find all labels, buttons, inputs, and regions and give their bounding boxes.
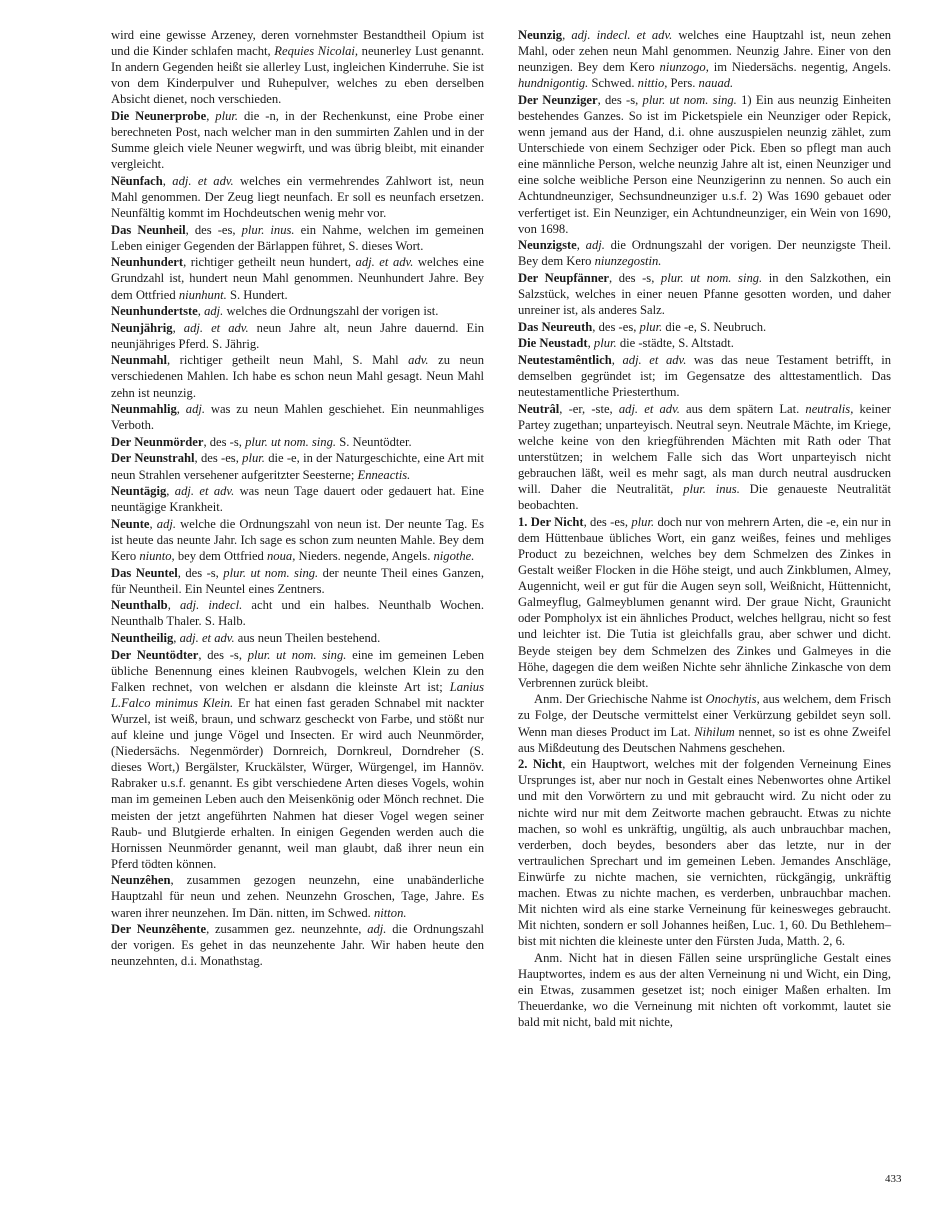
italic-term: adj. bbox=[185, 402, 206, 417]
entry-text: , zusammen gezogen neunzehn, eine unabänderliche Hauptzahl für neun und zehen. Neunzehn Groschen, Tage, Jahre. Es waren ihrer neunzehen. Im Dän. nitten, im Schwed. bbox=[111, 873, 484, 920]
italic-term: Nihilum bbox=[694, 724, 735, 739]
dictionary-entry bbox=[111, 450, 484, 482]
dictionary-entry bbox=[111, 565, 484, 597]
headword: Neutestamêntlich bbox=[518, 352, 612, 367]
entry-text: , des -s, bbox=[198, 647, 248, 662]
dictionary-entry bbox=[518, 270, 891, 318]
italic-term: adj. indecl. bbox=[180, 598, 243, 613]
right-column bbox=[518, 27, 891, 1031]
entry-text: , bbox=[206, 108, 216, 123]
entry-text: Er hat einen fast geraden Schnabel mit nackter Wurzel, ist weiß, braun, und schwarz gescheckt von Farbe, und stößt nur auf kleine und junge Vögel und Insecten. Er wird auch Neunmörder, (Niedersächs. Negenmörder) Dornreich, Dornkreul, Dorndreher (S. dieses Wort,) Bergälster, Kruckälster, Würger, Würgengel, im Hannöv. Rabraker u.s.f. genannt. Es gibt verschiedene Arten dieses Vogels, wohin man im gemeinen Leben auch den Meisenkönig oder Mönch rechnet. Die meisten der jetzt angeführten Nahmen hat dieser Vogel wegen seiner Raub- und Blutgierde erhalten. In einigen Gegenden werden auch die Hornissen Neunmörder genannt, weil man glaubt, daß ihrer neun ein Pferd tödten können. bbox=[111, 695, 484, 871]
entry-text: Nieders. negende, Angels. bbox=[295, 549, 434, 563]
italic-term: plur. ut nom. sing. bbox=[247, 647, 347, 662]
headword: Die Neunerprobe bbox=[111, 108, 207, 123]
headword: Das Neureuth bbox=[518, 319, 593, 334]
entry-text: Die genaueste Neutralität beobachten. bbox=[518, 482, 891, 513]
headword: Nëunfach bbox=[111, 173, 163, 188]
entry-text: welches eine Grundzahl ist, hundert neun Mahl genommen. Neunhundert Jahre. Bey dem Ottfried bbox=[111, 255, 484, 302]
dictionary-entry bbox=[111, 352, 484, 400]
headword: Neunjährig bbox=[111, 320, 173, 335]
dictionary-entry bbox=[518, 352, 891, 400]
headword: 1. Der Nicht bbox=[518, 514, 584, 529]
italic-term: adj. bbox=[204, 304, 224, 319]
italic-term: nitton. bbox=[373, 905, 407, 920]
headword: Neunzêhen bbox=[111, 873, 171, 888]
headword: Der Neuntödter bbox=[111, 647, 199, 662]
headword: Neunthalb bbox=[111, 598, 168, 613]
entry-text: , des -s, bbox=[177, 565, 224, 580]
entry-text: eine im gemeinen Leben übliche Benennung eines kleinen Raubvogels, welchen Klein zu den Falken rechnet, von welchen er alsdann die kleinste Art ist; bbox=[111, 647, 484, 694]
dictionary-entry bbox=[111, 108, 484, 172]
dictionary-entry bbox=[111, 401, 484, 433]
dictionary-entry bbox=[518, 401, 891, 514]
italic-term: nauad. bbox=[698, 76, 734, 91]
dictionary-entry bbox=[111, 173, 484, 221]
entry-text: die -städte, S. Altstadt. bbox=[616, 336, 734, 351]
italic-term: adj. bbox=[156, 516, 177, 531]
entry-text: , ein Hauptwort, welches mit der folgenden Verneinung Eines Ursprunges ist, aber nur noch in Gestalt eines Nebenwortes ohne Artikel und mit den Vorwörtern zu und mit gebraucht wird. Zu nicht oder zu nichte wird nur mit dem Zeitworte machen gebraucht. Etwas zu nichte machen, so wohl es unkräftig, ungültig, als auch unbrauchbar machen, verderben, doch beydes, besonders aber das letzte, nur in der vertraulichen Sprechart und im gemeinen Leben. Jemandes Anschläge, Einwürfe zu nichte machen, sie vernichten, rückgängig, unkräftig machen. Etwas zu nichte machen, es verderben, unbrauchbar machen. Mit nichten wird als eine starke Verneinung für keinesweges gebraucht. Mit nichten, sondern er soll Johannes heißen, Luc. 1, 60. Du Bethlehem– bist mit nichten die kleineste unter den Fürsten Juda, Matth. 2, 6. bbox=[518, 757, 891, 949]
entry-text: , des -es, bbox=[185, 222, 242, 237]
italic-term: plur. ut nom. sing. bbox=[660, 270, 763, 285]
italic-term: niunzegostin. bbox=[594, 254, 662, 269]
entry-text: der neunte Theil eines Ganzen, für Neuntheil. Ein Neuntel eines Zentners. bbox=[111, 565, 484, 596]
dictionary-entry bbox=[111, 254, 484, 302]
dictionary-entry bbox=[111, 483, 484, 515]
annotation-paragraph bbox=[518, 950, 891, 1030]
italic-term: adj. et adv. bbox=[179, 630, 235, 645]
entry-text: , -er, -ste, bbox=[559, 401, 619, 416]
italic-term: adj. bbox=[585, 238, 605, 253]
italic-term: plur. ut nom. sing. bbox=[245, 434, 337, 449]
entry-text: welches die Ordnungszahl der vorigen ist. bbox=[223, 304, 439, 319]
entry-text: was zu neun Mahlen geschiehet. Ein neunmahliges Verboth. bbox=[111, 402, 484, 433]
entry-text: S. Neuntödter. bbox=[336, 434, 412, 449]
entry-text: die -e, in der Naturgeschichte, eine Art mit neun Strahlen versehener aufgeritzter Seesterne; bbox=[111, 451, 484, 482]
italic-term: neutralis, bbox=[805, 401, 854, 416]
italic-term: plur. bbox=[593, 336, 617, 351]
headword: Das Neunheil bbox=[111, 222, 186, 237]
entry-text: was neun Tage dauert oder gedauert hat. Eine neuntägige Krankheit. bbox=[111, 484, 485, 515]
italic-term: Onochytis, bbox=[705, 692, 760, 707]
entry-text: bey dem Ottfried bbox=[174, 549, 267, 563]
headword: Der Neunzêhente bbox=[111, 922, 207, 937]
headword: Neunzig bbox=[518, 28, 563, 42]
dictionary-entry bbox=[111, 516, 484, 564]
headword: Neunmahlig bbox=[111, 402, 177, 417]
entry-text: , bbox=[176, 402, 186, 417]
entry-text: zu neun verschiedenen Mahlen. Ich habe es schon neun Mahl gesagt. Neun Mahl zehn ist neunzig. bbox=[111, 353, 484, 400]
italic-term: plur. bbox=[631, 514, 655, 529]
dictionary-entry bbox=[518, 92, 891, 237]
dictionary-entry bbox=[111, 647, 484, 872]
entry-text: im Niedersächs. negentig, Angels. bbox=[708, 60, 891, 75]
entry-text: was das neue Testament betrifft, in demselben gegründet ist; im Gegensatze des alttestamentlich. Das neutestamentliche Priesterthum. bbox=[518, 352, 891, 400]
entry-text: die Ordnungszahl der vorigen. Es gehet in das neunzehente Jahr. Wir haben heute den neunzehnten, d.i. Monathstag. bbox=[111, 922, 484, 969]
entry-text: , bbox=[172, 320, 184, 335]
italic-term: nigothe. bbox=[433, 549, 475, 563]
dictionary-entry bbox=[111, 27, 484, 107]
italic-term: Enneactis. bbox=[357, 467, 411, 482]
dictionary-entry bbox=[518, 27, 891, 91]
entry-text: neunerley Lust genannt. In andern Gegenden heißt sie allerley Lust, ingleichen Kinderruhe. Sie ist von dem Kinderpulver und Ruhepulver, welches zu eben derselben Absicht dienet, noch verschieden. bbox=[111, 44, 484, 107]
entry-text: , des -es, bbox=[194, 451, 243, 466]
entry-text: , des -s, bbox=[597, 92, 643, 107]
entry-text: , zusammen gez. neunzehnte, bbox=[206, 922, 368, 937]
entry-text: die Ordnungszahl der vorigen. Der neunzigste Theil. Bey dem Kero bbox=[518, 238, 891, 269]
entry-text: wird eine gewisse Arzeney, deren vornehmster Bestandtheil Opium ist und die Kinder schlafen macht, bbox=[111, 28, 484, 59]
italic-term: niunhunt. bbox=[178, 287, 227, 302]
italic-term: plur. bbox=[215, 108, 239, 123]
entry-text: Anm. Der Griechische Nahme ist bbox=[534, 692, 706, 707]
italic-term: adj. indecl. et adv. bbox=[571, 28, 673, 42]
dictionary-entry bbox=[111, 872, 484, 920]
italic-term: hundnigontig. bbox=[518, 76, 589, 91]
entry-text: , richtiger getheilt neun Mahl, S. Mahl bbox=[166, 353, 409, 368]
left-column bbox=[111, 27, 484, 970]
entry-text: welches eine Hauptzahl ist, neun zehen Mahl, oder zehen neun Mahl genommen. Neunzig Jahre. Einer von den neunzigen. Bey dem Kero bbox=[518, 28, 892, 75]
entry-text: die -e, S. Neubruch. bbox=[662, 319, 767, 334]
headword: Neuntägig bbox=[111, 484, 167, 499]
entry-text: , richtiger getheilt neun hundert, bbox=[183, 255, 356, 270]
entry-text: Pers. bbox=[667, 76, 699, 91]
dictionary-entry bbox=[111, 921, 484, 969]
headword: Der Neunmörder bbox=[111, 434, 204, 449]
headword: Der Neunziger bbox=[518, 92, 598, 107]
headword: Der Neunstrahl bbox=[111, 451, 195, 466]
entry-text: ein Nahme, welchen im gemeinen Leben einiger Gegenden der Bärlappen führet, S. dieses Wort. bbox=[111, 222, 484, 253]
entry-text: , bbox=[576, 238, 586, 253]
headword: Neunhundert bbox=[111, 255, 184, 270]
headword: Neunmahl bbox=[111, 353, 167, 368]
entry-text: nennet, so ist es ohne Zweifel aus Mißdeutung des Deutschen Nahmens geschehen. bbox=[518, 724, 891, 755]
entry-text: , des -es, bbox=[583, 514, 632, 529]
entry-text: Anm. Nicht hat in diesen Fällen seine ursprüngliche Gestalt eines Hauptwortes, indem es aus der alten Verneinung ni und Wicht, ein Ding, ein Etwas, zusammen gesetzet ist; noch einiger Maßen erhalten. Im Theuerdanke, wo die Verneinung mit nichten oft vorkommt, lautet sie bald mit nicht, bald mit nichte, bbox=[518, 950, 891, 1030]
entry-text: Schwed. bbox=[588, 76, 638, 91]
italic-term: adj. et adv. bbox=[174, 484, 235, 499]
headword: Neunzigste bbox=[518, 238, 577, 253]
italic-term: adj. et adv. bbox=[355, 255, 414, 270]
entry-text: 1) Ein aus neunzig Einheiten bestehendes Ganzes. So ist im Picketspiele ein Neunziger oder Repick, wenn jemand aus der Hand, d.i. ohne auszuspielen neunzig zählet, zum Unterschiede von einem Sechziger oder Pick. Eben so pflegt man auch eine männliche Person, welche neunzig Jahre alt ist, einen Neunziger und eine solche weibliche Person eine Neunzigerinn zu nennen. So auch ein Achtundneunziger, Sechsundneunziger u.s.f. 2) Was 1690 gebauet oder verfertiget ist. Ein Neunziger, ein Achtundneunziger, ein Wein von 1690, von 1698. bbox=[518, 92, 891, 236]
headword: Neuntheilig bbox=[111, 630, 174, 645]
italic-term: adj. bbox=[367, 922, 387, 937]
entry-text: in den Salzkothen, ein Salzstück, welches in einer neuen Pfanne gesotten worden, und daher unreiner ist, als anderes Salz. bbox=[518, 270, 891, 318]
entry-text: , bbox=[611, 352, 623, 367]
entry-text: doch nur von mehrern Arten, die -e, ein nur in dem Hüttenbaue übliches Wort, ein ganz weißes, feines und mehliges Product zu bezeichnen, welches bey dem Schmelzen des Zinkes in Gestalt weißer Flocken in die Höhe steigt, und auch Zinkblumen, Almey, Augennicht, weil er gut für die Augen seyn soll, Weißnicht, Hüttennicht, Galmeyflug, Galmeyblumen genannt wird. Der graue Nicht, Graunicht oder Pompholyx ist ein ähnliches Product, welches hellgrau, nicht so fest und leichter ist. Die Tutia ist gleichfalls grau, aber schwer und dicht. Beyde steigen bey dem Schmelzen des Zinkes und Galmeyes in die Höhe, dagegen die dem weißen Nichte sehr ähnliche Zinkasche von dem Verbrennen zurück bleibt. bbox=[518, 514, 892, 690]
italic-term: Lanius L.Falco minimus Klein. bbox=[111, 679, 484, 710]
headword: Neutrâl bbox=[518, 401, 560, 416]
dictionary-entry bbox=[111, 320, 484, 352]
dictionary-entry bbox=[518, 335, 891, 351]
italic-term: adj. et adv. bbox=[618, 401, 680, 416]
dictionary-entry bbox=[111, 434, 484, 450]
entry-text: , des -s, bbox=[203, 434, 246, 449]
italic-term: plur. ut nom. sing. bbox=[223, 565, 319, 580]
dictionary-entry bbox=[518, 756, 891, 949]
italic-term: plur. inus. bbox=[683, 482, 740, 497]
entry-text: keiner Partey zugethan; unparteyisch. Neutral seyn. Neutrale Mächte, im Kriege, welche keine von den kriegführenden Mächten mit Rath oder That unterstützen; in welchem Falle sich das Wort unparteyisch nicht gebrauchen läßt, weil es mehr sagt, als man durch neutral ausdrucken will. Daher die Neutralität, bbox=[518, 401, 891, 497]
italic-term: plur. inus. bbox=[241, 222, 295, 237]
italic-term: adj. et adv. bbox=[172, 173, 234, 188]
headword: Neunhundertste bbox=[111, 304, 198, 319]
entry-text: aus welchem, dem Frisch zu Folge, der Deutsche vermittelst einer Verkürzung gebildet seyn soll. Wenn man dieses Product im Lat. bbox=[518, 692, 891, 739]
entry-text: , bbox=[166, 484, 175, 499]
dictionary-entry bbox=[111, 630, 484, 646]
entry-text: S. Hundert. bbox=[226, 287, 288, 302]
entry-text: , bbox=[162, 173, 173, 188]
entry-text: neun Jahre alt, neun Jahre dauernd. Ein neunjähriges Pferd. S. Jährig. bbox=[111, 320, 484, 351]
entry-text: , bbox=[149, 516, 157, 531]
italic-term: Requies Nicolai, bbox=[274, 44, 359, 59]
entry-text: , bbox=[167, 598, 180, 613]
entry-text: , des -es, bbox=[592, 319, 640, 334]
italic-term: adv. bbox=[408, 353, 429, 368]
entry-text: aus neun Theilen bestehend. bbox=[234, 630, 381, 645]
dictionary-entry bbox=[111, 222, 484, 254]
entry-text: welche die Ordnungszahl von neun ist. Der neunte Tag. Es ist heute das neunte Jahr. Ich sage es schon zum neunten Mahle. Bey dem Kero bbox=[111, 516, 485, 563]
entry-text: die -n, in der Rechenkunst, eine Probe einer berechneten Post, nach welcher man in den summirten Zahlen und in der Summe gleich viele Neuner wegwirft, und was übrig bleibt, mit einander vergleicht. bbox=[111, 108, 484, 172]
dictionary-entry bbox=[111, 597, 484, 629]
entry-text: , bbox=[587, 336, 594, 351]
headword: 2. Nicht bbox=[518, 757, 563, 772]
italic-term: adj. et adv. bbox=[622, 352, 687, 367]
italic-term: plur. bbox=[242, 451, 265, 466]
entry-text: acht und ein halbes. Neunthalb Wochen. Neunthalb Thaler. S. Halb. bbox=[111, 598, 485, 629]
italic-term: niunto, bbox=[139, 549, 175, 563]
italic-term: noua, bbox=[267, 549, 296, 563]
dictionary-entry bbox=[518, 514, 891, 691]
dictionary-entry bbox=[111, 303, 484, 319]
italic-term: nittio, bbox=[637, 76, 668, 91]
entry-text: , bbox=[562, 28, 572, 42]
entry-text: welches ein vermehrendes Zahlwort ist, neun Mahl genommen. Der Zeug liegt neunfach. Er soll es neunfach ersetzen. Neunfältig kommt im Hochdeutschen wenig mehr vor. bbox=[111, 173, 484, 221]
headword: Die Neustadt bbox=[518, 336, 588, 351]
italic-term: plur. ut nom. sing. bbox=[642, 92, 737, 107]
entry-text: , bbox=[197, 304, 205, 319]
italic-term: plur. bbox=[639, 319, 663, 334]
headword: Der Neupfänner bbox=[518, 270, 609, 285]
italic-term: niunzogo, bbox=[659, 60, 709, 75]
annotation-paragraph bbox=[518, 691, 891, 755]
page-number: 433 bbox=[885, 1173, 902, 1185]
headword: Neunte bbox=[111, 516, 150, 531]
dictionary-entry bbox=[518, 319, 891, 335]
italic-term: adj. et adv. bbox=[183, 320, 249, 335]
entry-text: aus dem spätern Lat. bbox=[679, 401, 806, 416]
entry-text: , bbox=[173, 630, 180, 645]
headword: Das Neuntel bbox=[111, 565, 178, 580]
entry-text: , des -s, bbox=[609, 270, 661, 285]
dictionary-entry bbox=[518, 237, 891, 269]
